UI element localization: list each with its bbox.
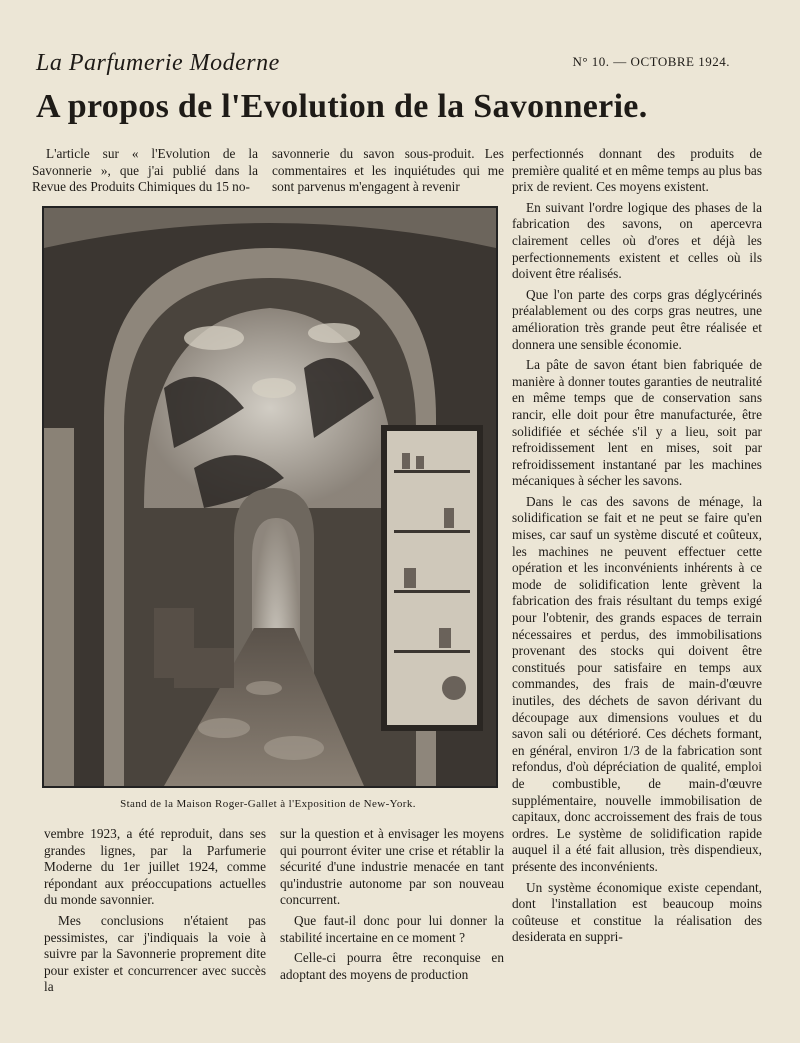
paragraph: sur la question et à envisager les moyens qui pourront éviter une crise et rétablir la sécurité d'une industrie menacée en tant qu'industrie autonome par son nouveau concurrent. (280, 826, 504, 908)
stand-photo-illustration (44, 208, 496, 786)
column-2 (272, 146, 504, 200)
paragraph: perfectionnés donnant des produits de première qualité et en même temps au plus bas prix de revient. Ces moyens existent. (512, 146, 762, 195)
photo-caption: Stand de la Maison Roger-Gallet à l'Exposition de New-York. (120, 798, 416, 810)
column-5 (280, 826, 504, 987)
paragraph: Un système économique existe cependant, dont l'installation est beaucoup moins coûteuse et constitue la réalisation des desiderata en suppri- (512, 879, 762, 945)
paragraph: Dans le cas des savons de ménage, la solidification se fait et ne peut se faire qu'en mises, car sauf un système discuté et coûteux, les machines ne peuvent effectuer cette opération et les inconvénients inhérents à ce mode de solidification lente grèvent la fabrication des frais résultant du temps exigé pour l'obtenir, des grands espaces de terrain nécessaires et perdus, des immobilisations provenant des stocks qui doivent être constitués pour satisfaire en temps aux commandes, des frais de main-d'œuvre inutiles, des déchets de savon dérivant du découpage aux dimensions voulues et du savon sali ou détérioré. Ces déchets formant, en général, environ 1/3 de la fabrication sont refondus, d'où dépréciation de qualité, emploi de combustible, de main-d'œuvre supplémentaire, nouvelle immobilisation de capitaux, donc accroissement des frais de tous ordres. Le système de solidification rapide auquel il a été fait allusion, très dispendieux, présente des inconvénients. (512, 493, 762, 874)
column-3 (512, 146, 762, 950)
paragraph: L'article sur « l'Evolution de la Savonnerie », que j'ai publié dans la Revue des Produits Chimiques du 15 no- (32, 146, 258, 195)
paragraph: En suivant l'ordre logique des phases de la fabrication des savons, on apercevra clairement celles où d'ores et déjà les perfectionnements existent et celles où ils doivent être réalisés. (512, 199, 762, 282)
article-title: A propos de l'Evolution de la Savonnerie. (36, 88, 648, 125)
paragraph: vembre 1923, a été reproduit, dans ses grandes lignes, par la Parfumerie Moderne du 1er juillet 1924, comme répondant aux préoccupations actuelles du monde savonnier. (44, 826, 266, 908)
column-4 (44, 826, 266, 1000)
issue-number: N° 10. — OCTOBRE 1924. (572, 54, 730, 69)
paragraph: La pâte de savon étant bien fabriquée de manière à donner toutes garanties de neutralité en même temps que de conservation sans rancir, elle doit pour être manufacturée, être solidifiée et séchée s'il y a lieu, soit par refroidissement lent en mises, soit par refroidissement instantané par les machines mécaniques à sécher les savons. (512, 357, 762, 489)
masthead: La Parfumerie Moderne (36, 50, 280, 76)
paragraph: savonnerie du savon sous-produit. Les commentaires et les inquiétudes qui me sont parvenus m'engagent à revenir (272, 146, 504, 195)
exhibition-stand-photo (42, 206, 498, 788)
paragraph: Que l'on parte des corps gras déglycérinés préalablement ou des corps gras neutres, une amélioration très grande peut être réalisée et donnera une sensible économie. (512, 286, 762, 352)
column-1 (32, 146, 258, 200)
paragraph: Mes conclusions n'étaient pas pessimistes, car j'indiquais la voie à suivre par la Savonnerie proprement dite pour exister et concurrencer avec succès la (44, 912, 266, 995)
paragraph: Celle-ci pourra être reconquise en adoptant des moyens de production (280, 950, 504, 982)
paragraph: Que faut-il donc pour lui donner la stabilité incertaine en ce moment ? (280, 912, 504, 945)
